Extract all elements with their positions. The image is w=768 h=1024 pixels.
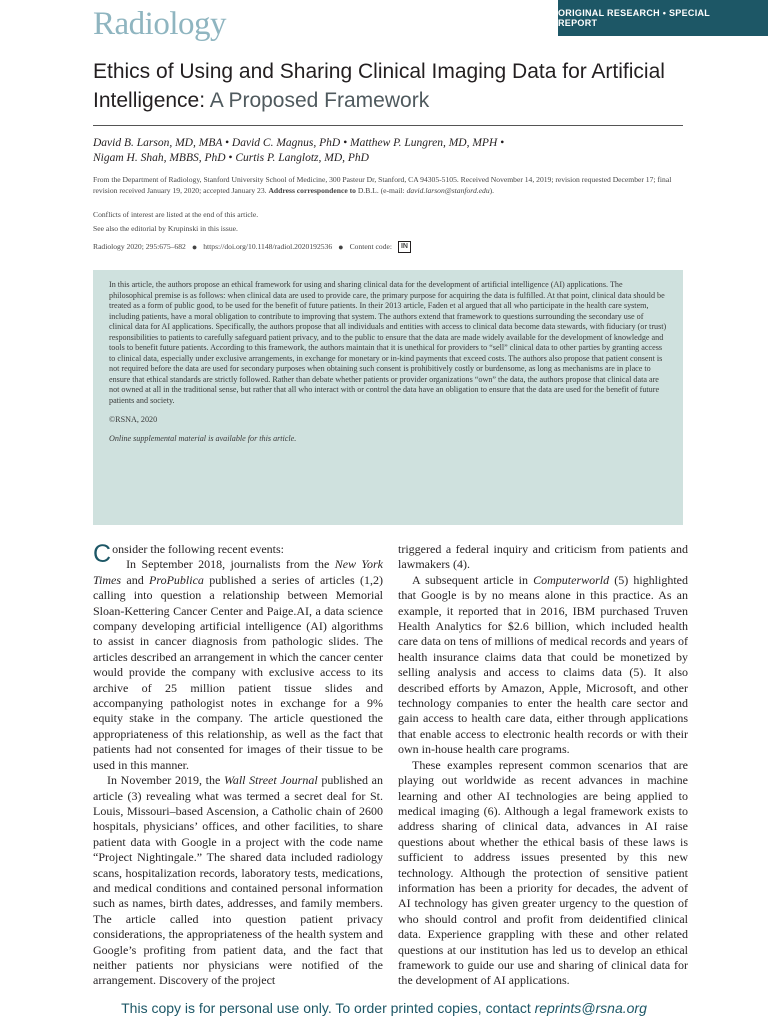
reprint-footer <box>0 1000 768 1016</box>
body-paragraph <box>93 773 383 989</box>
publication-name: New York Times <box>93 557 383 587</box>
body-column-right <box>398 542 688 989</box>
abstract-box <box>93 270 683 525</box>
abstract-text: In this article, the authors propose an ethical framework for using and sharing clinical data for the development of artificial intelligence (AI) applications. The philosophical premise is as follows: when clinical data are used to provide care, the primary purpose for acquiring the data is fulfilled. At that point, clinical data should be treated as a form of public good, to be used for the benefit of future patients. In their 2013 article, Faden et al argued that all who participate in the health care system, including patients, have a moral obligation to contribute to improving that system. The authors extend that framework to questions surrounding the secondary use of clinical data for AI applications. Specifically, the authors propose that all individuals and entities with access to clinical data become data stewards, with fiduciary (or trust) responsibilities to patients to carefully safeguard patient privacy, and to the public to ensure that the data are made widely available for the development of knowledge and tools to benefit future patients. According to this framework, the authors maintain that it is unethical for providers to “sell” clinical data to other parties by granting access to clinical data, especially under exclusive arrangements, in exchange for monetary or in-kind payments that exceed costs. The authors also propose that patient consent is not required before the data are used for secondary purposes when obtaining such consent is prohibitively costly or burdensome, as long as mechanisms are in place to ensure that ethical standards are strictly followed. Rather than debate whether patients or provider organizations “own” the data, the authors propose that clinical data are not owned at all in the traditional sense, but rather that all who interact with or control the data have an obligation to ensure that the data are used for the benefit of future patients and society. <box>109 280 667 406</box>
report-type-banner: ORIGINAL RESEARCH • SPECIAL REPORT <box>558 0 768 36</box>
bullet-icon: ● <box>191 242 198 252</box>
citation-ref: Radiology 2020; 295:675–682 <box>93 242 186 251</box>
publication-name: Wall Street Journal <box>223 773 318 788</box>
journal-logo: Radiology <box>93 6 226 42</box>
p4-text-a: A subsequent article in <box>412 572 534 587</box>
supplemental-note: Online supplemental material is available for this article. <box>109 434 297 444</box>
reprints-email-link[interactable]: reprints@rsna.org <box>534 1000 647 1016</box>
body-paragraph <box>398 573 688 758</box>
editorial-note: See also the editorial by Krupinski in this issue. <box>93 224 238 233</box>
author-email-link[interactable]: david.larson@stanford.edu <box>406 186 490 195</box>
article-title <box>93 57 693 115</box>
p1-text-c: published a series of articles (1,2) calling into question a relationship between Memorial Sloan-Kettering Cancer Center and Paige.AI, a data science company developing artificial intelligence (AI) algorithms to assist in cancer diagnosis from pathologic slides. The articles described an arrangement in which the cancer center would provide the company with exclusive access to its archive of 25 million patient tissue slides and accompanying pathologist notes in exchange for a 9% equity stake in the company. The article questioned the appropriateness of this relationship, as well as the fact that patients had not consented for images of their tissue to be used in this manner. <box>93 572 383 772</box>
p1-text-b: and <box>121 572 150 587</box>
citation-line <box>93 240 693 254</box>
address-text: D.B.L. (e-mail: <box>357 186 405 195</box>
article-notes <box>93 208 693 236</box>
affiliation-text: From the Department of Radiology, Stanford University School of Medicine, 300 Pasteur Dr, Stanford, CA 94305-5105. Received November 14, 2019; revision requested December 17; final revision received January 19, 2020; accepted January 23. <box>93 175 672 195</box>
author-list <box>93 136 693 166</box>
affiliation <box>93 174 693 196</box>
bullet-icon: ● <box>338 242 344 252</box>
body-paragraph <box>93 557 383 773</box>
content-code-badge: IN <box>398 241 411 253</box>
drop-cap: C <box>93 540 112 568</box>
author-line-2: Nigam H. Shah, MBBS, PhD • Curtis P. Langlotz, MD, PhD <box>93 152 369 164</box>
p4-text-b: (5) highlighted that Google is by no means alone in this practice. As an example, it reported that in 2016, IBM purchased Truven Health Analytics for $2.6 billion, which included health care data on tens of millions of medical records and years of health insurance claims data that could be monetized by selling analysis and access to claims data (5). It also described efforts by Amazon, Apple, Microsoft, and other technology companies to enter the health care sector and gain access to health care data, either through applications that enable access to electronic health records or with their own in-house health care programs. <box>398 572 689 757</box>
publication-name: Computerworld <box>533 572 610 587</box>
content-code-label: Content code: <box>349 242 392 251</box>
copyright-notice: ©RSNA, 2020 <box>109 414 158 424</box>
title-divider <box>93 125 683 126</box>
p2-text-a: In November 2019, the <box>107 773 224 788</box>
body-paragraph-continued: triggered a federal inquiry and criticism from patients and lawmakers (4). <box>398 542 688 572</box>
p1-text-a: In September 2018, journalists from the <box>126 557 335 572</box>
body-column-left <box>93 542 383 989</box>
body-paragraph: These examples represent common scenarios that are playing out worldwide as recent advances in machine learning and other AI technologies are being applied to medical imaging (6). Although a legal framework exists to address sharing of clinical data, advances in AI raise questions about whether the ethical basis of these laws is sufficient to address issues presented by this new technology. Although the protection of sensitive patient information has been a priority for decades, the advent of AI technology has given greater urgency to the question of who should control and profit from deidentified clinical data. Experience grappling with these and other related questions at our institution has led us to develop an ethical framework to guide our use and sharing of clinical data for the development of AI applications. <box>398 757 688 988</box>
footer-text: This copy is for personal use only. To order printed copies, contact <box>121 1000 535 1016</box>
title-main: Ethics of Using and Sharing Clinical Imaging Data for Artificial Intelligence: <box>93 60 665 112</box>
doi-link[interactable]: https://doi.org/10.1148/radiol.2020192536 <box>203 242 333 251</box>
publication-name: ProPublica <box>149 572 204 587</box>
author-line-1: David B. Larson, MD, MBA • David C. Magnus, PhD • Matthew P. Lungren, MD, MPH • <box>93 137 505 149</box>
conflicts-note: Conflicts of interest are listed at the end of this article. <box>93 210 259 219</box>
intro-text: onsider the following recent events: <box>112 542 285 556</box>
p2-text-b: published an article (3) revealing what was termed a secret deal for St. Louis, Missouri–based Ascension, a Catholic chain of 2600 hospitals, physicians’ offices, and other facilities, to share patient data with Google in a project with the code name “Project Nightingale.” The shared data included radiology scans, hospitalization records, laboratory tests, medications, and medical conditions and contained personal information such as names, birth dates, addresses, and family members. The article called into question patient privacy considerations, the appropriateness of the health system and Google’s profiting from patient data, and the fact that neither patients nor physicians were notified of the arrangement. Discovery of the project <box>93 773 383 988</box>
address-label: Address correspondence to <box>268 186 356 195</box>
address-close: ). <box>489 186 495 195</box>
title-subtitle: A Proposed Framework <box>209 89 430 112</box>
